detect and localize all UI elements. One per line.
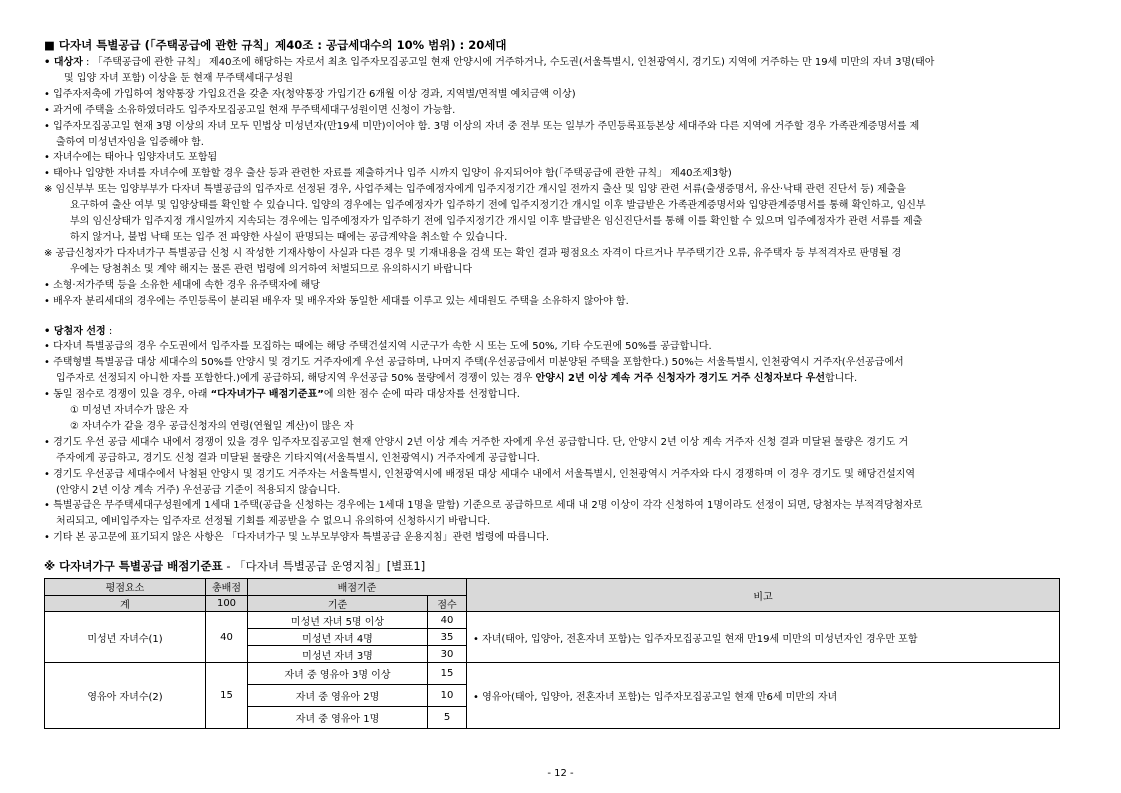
line-text: 합니다.	[824, 373, 858, 385]
scoring-table	[44, 578, 1060, 729]
note-cell: • 자녀(태아, 입양아, 전혼자녀 포함)는 입주자모집공고일 현재 만19세 미만의 미성년자인 경우만 포함	[467, 612, 1060, 663]
basis-cell: 미성년 자녀 4명	[248, 629, 428, 646]
line-text: • 경기도 우선공급 세대수에서 낙첨된 안양시 및 경기도 거주자는 서울특별시, 인천광역시에 배정된 대상 세대수 내에서 서울특별시, 인천광역시 거주자와 다시 경쟁하며 이 경우 경기도 및 해당건설지역	[44, 468, 916, 480]
line-text: ② 자녀수가 같을 경우 공급신청자의 연령(연월일 계산)이 많은 자	[70, 420, 354, 432]
notice-line	[44, 371, 1060, 387]
notice-line	[44, 87, 1060, 103]
notice-line	[44, 182, 1060, 198]
notice-line	[44, 71, 1060, 87]
notice-line	[44, 435, 1060, 451]
line-text: • 입주자모집공고일 현재 3명 이상의 자녀 모두 민법상 미성년자(만19세 미만)이어야 함. 3명 이상의 자녀 중 전부 또는 일부가 주민등록표등본상 세대주와 다른 지역에 거주할 경우 가족관계증명서를 제	[44, 120, 920, 132]
line-text: 주자에게 공급하고, 경기도 신청 결과 미달된 물량은 기타지역(서울특별시, 인천광역시) 거주자에게 공급합니다.	[56, 452, 540, 464]
line-text: • 다자녀 특별공급의 경우 수도권에서 입주자를 모집하는 때에는 해당 주택건설지역 시군구가 속한 시 또는 도에 50%, 기타 수도권에 50%를 공급합니다.	[44, 341, 712, 353]
notice-line	[44, 483, 1060, 499]
note-cell: • 영유아(태아, 입양아, 전혼자녀 포함)는 입주자모집공고일 현재 만6세 미만의 자녀	[467, 663, 1060, 729]
line-text: :	[105, 325, 113, 337]
line-text: 및 입양 자녀 포함) 이상을 둔 현재 무주택세대구성원	[64, 72, 294, 84]
notice-line	[44, 498, 1060, 514]
basis-cell: 미성년 자녀 5명 이상	[248, 612, 428, 629]
score-cell: 30	[428, 646, 467, 663]
header-basis: 기준	[248, 595, 428, 612]
line-text: (안양시 2년 이상 계속 거주) 우선공급 기준이 적용되지 않습니다.	[56, 484, 341, 496]
page-number: - 12 -	[547, 768, 574, 779]
notice-line	[44, 150, 1060, 166]
line-text: • 태아나 입양한 자녀를 자녀수에 포함할 경우 출산 등과 관련한 자료를 제출하거나 입주 시까지 입양이 유지되어야 함(「주택공급에 관한 규칙」 제40조제3항)	[44, 168, 732, 180]
line-text: “다자녀가구 배점기준표”	[210, 389, 324, 401]
notice-line	[44, 403, 1060, 419]
notice-line	[44, 339, 1060, 355]
header-total: 총배점	[206, 579, 248, 596]
notice-body	[44, 55, 1060, 546]
line-text: 입주자로 선정되지 아니한 자를 포함한다.)에게 공급하되, 해당지역 우선공급 50% 물량에서 경쟁이 있는 경우	[56, 373, 536, 385]
factor-cell: 영유아 자녀수(2)	[45, 663, 206, 729]
notice-line	[44, 103, 1060, 119]
notice-line	[44, 514, 1060, 530]
line-text: • 소형·저가주택 등을 소유한 세대에 속한 경우 유주택자에 해당	[44, 279, 321, 291]
line-text: • 대상자	[44, 57, 83, 68]
total-cell: 40	[206, 612, 248, 663]
header-sum: 계	[45, 595, 206, 612]
line-text: 부의 임신상태가 입주지정 개시일까지 지속되는 경우에는 입주예정자가 입주하기 전에 입주지정기간 개시일 이후 발급받은 임신진단서를 통해 이를 확인할 수 있으며 입주예정자가 관련 서류를 제출	[70, 216, 923, 228]
line-text: 처리되고, 예비입주자는 입주자로 선정될 기회를 제공받을 수 없으니 유의하여 신청하시기 바랍니다.	[56, 516, 491, 528]
line-text: • 배우자 분리세대의 경우에는 주민등록이 분리된 배우자 및 배우자와 동일한 세대를 이루고 있는 세대원도 주택을 소유하지 않아야 함.	[44, 295, 629, 307]
basis-cell: 자녀 중 영유아 1명	[248, 707, 428, 729]
table-title-source: - 「다자녀 특별공급 운영지침」[별표1]	[222, 559, 426, 574]
basis-cell: 미성년 자녀 3명	[248, 646, 428, 663]
table-title	[44, 557, 1060, 575]
notice-line	[44, 246, 1060, 262]
line-text: • 당첨자 선정	[44, 325, 106, 337]
notice-line	[44, 198, 1060, 214]
line-text: 에 의한 점수 순에 따라 대상자를 선정합니다.	[323, 389, 520, 401]
notice-line	[44, 166, 1060, 182]
notice-line	[44, 278, 1060, 294]
header-score: 점수	[428, 595, 467, 612]
notice-line	[44, 214, 1060, 230]
line-text: • 자녀수에는 태아나 입양자녀도 포함됨	[44, 152, 218, 164]
notice-line	[44, 262, 1060, 278]
notice-line	[44, 324, 1060, 340]
notice-line	[44, 467, 1060, 483]
notice-line	[44, 530, 1060, 546]
notice-line	[44, 119, 1060, 135]
notice-line	[44, 135, 1060, 151]
document-page	[44, 36, 1060, 729]
header-sum-total: 100	[206, 595, 248, 612]
score-cell: 40	[428, 612, 467, 629]
notice-line	[44, 230, 1060, 246]
score-cell: 5	[428, 707, 467, 729]
line-text: 안양시 2년 이상 계속 거주 신청자가 경기도 거주 신청자보다 우선	[535, 373, 825, 385]
basis-cell: 자녀 중 영유아 3명 이상	[248, 663, 428, 685]
total-cell: 15	[206, 663, 248, 729]
notice-line	[44, 355, 1060, 371]
line-text: • 경기도 우선 공급 세대수 내에서 경쟁이 있을 경우 입주자모집공고일 현재 안양시 2년 이상 계속 거주한 자에게 우선 공급합니다. 단, 안양시 2년 이상 계속 거주자 신청 결과 미달된 물량은 경기도 거	[44, 436, 909, 448]
table-title-main: ※ 다자녀가구 특별공급 배점기준표	[44, 559, 223, 574]
line-text: 우에는 당첨취소 및 계약 해지는 물론 관련 법령에 의거하여 처벌되므로 유의하시기 바랍니다	[70, 263, 473, 275]
basis-cell: 자녀 중 영유아 2명	[248, 685, 428, 707]
line-text: • 입주자저축에 가입하여 청약통장 가입요건을 갖춘 자(청약통장 가입기간 6개월 이상 경과, 지역별/면적별 예치금액 이상)	[44, 88, 576, 100]
line-text: • 과거에 주택을 소유하였더라도 입주자모집공고일 현재 무주택세대구성원이면 신청이 가능함.	[44, 104, 456, 116]
factor-cell: 미성년 자녀수(1)	[45, 612, 206, 663]
header-criteria: 배점기준	[248, 579, 467, 596]
notice-line	[44, 55, 1060, 71]
notice-line	[44, 387, 1060, 403]
line-text: 출하여 미성년자임을 입증해야 함.	[56, 136, 204, 148]
line-text: • 특별공급은 무주택세대구성원에게 1세대 1주택(공급을 신청하는 경우에는 1세대 1명을 말함) 기준으로 공급하므로 세대 내 2명 이상이 각각 신청하여 1명이라도 선정이 되면, 당첨자는 부적격당첨자로	[44, 500, 923, 512]
notice-line	[44, 451, 1060, 467]
header-factor: 평점요소	[45, 579, 206, 596]
score-cell: 15	[428, 663, 467, 685]
line-text: • 동일 점수로 경쟁이 있을 경우, 아래	[44, 389, 211, 401]
line-text: 요구하여 출산 여부 및 입양상태를 확인할 수 있습니다. 입양의 경우에는 입주예정자가 입주하기 전에 입주지정기간 개시일 이후 발급받은 가족관계증명서와 입양관계증명서를 통해 확인하고, 임신부	[70, 200, 926, 212]
header-note: 비고	[467, 579, 1060, 612]
score-cell: 10	[428, 685, 467, 707]
notice-line	[44, 419, 1060, 435]
line-text: ※ 임신부부 또는 입양부부가 다자녀 특별공급의 입주자로 선정된 경우, 사업주체는 입주예정자에게 입주지정기간 개시일 전까지 출산 및 입양 관련 서류(출생증명서, 유산·낙태 관련 진단서 등) 제출을	[44, 184, 906, 196]
spacer	[44, 310, 1060, 324]
line-text: : 「주택공급에 관한 규칙」 제40조에 해당하는 자로서 최초 입주자모집공고일 현재 안양시에 거주하거나, 수도권(서울특별시, 인천광역시, 경기도) 지역에 거주하는 만 19세 미만의 자녀 3명(태아	[82, 57, 935, 68]
section-title: ■ 다자녀 특별공급 (「주택공급에 관한 규칙」제40조 : 공급세대수의 10% 범위) : 20세대	[44, 38, 507, 52]
notice-line	[44, 294, 1060, 310]
line-text: ① 미성년 자녀수가 많은 자	[70, 405, 189, 417]
score-cell: 35	[428, 629, 467, 646]
line-text: • 기타 본 공고문에 표기되지 않은 사항은 「다자녀가구 및 노부모부양자 특별공급 운용지침」관련 법령에 따릅니다.	[44, 532, 550, 544]
line-text: • 주택형별 특별공급 대상 세대수의 50%를 안양시 및 경기도 거주자에게 우선 공급하며, 나머지 주택(우선공급에서 미분양된 주택을 포함한다.) 50%는 서울특별시, 인천광역시 거주자(우선공급에서	[44, 357, 904, 369]
line-text: ※ 공급신청자가 다자녀가구 특별공급 신청 시 작성한 기재사항이 사실과 다른 경우 및 기재내용을 검색 또는 확인 결과 평점요소 자격이 다르거나 무주택기간 오류, 유주택자 등 부적격자로 판명될 경	[44, 247, 902, 259]
line-text: 하지 않거나, 불법 낙태 또는 입주 전 파양한 사실이 판명되는 때에는 공급계약을 취소할 수 있습니다.	[70, 231, 508, 243]
